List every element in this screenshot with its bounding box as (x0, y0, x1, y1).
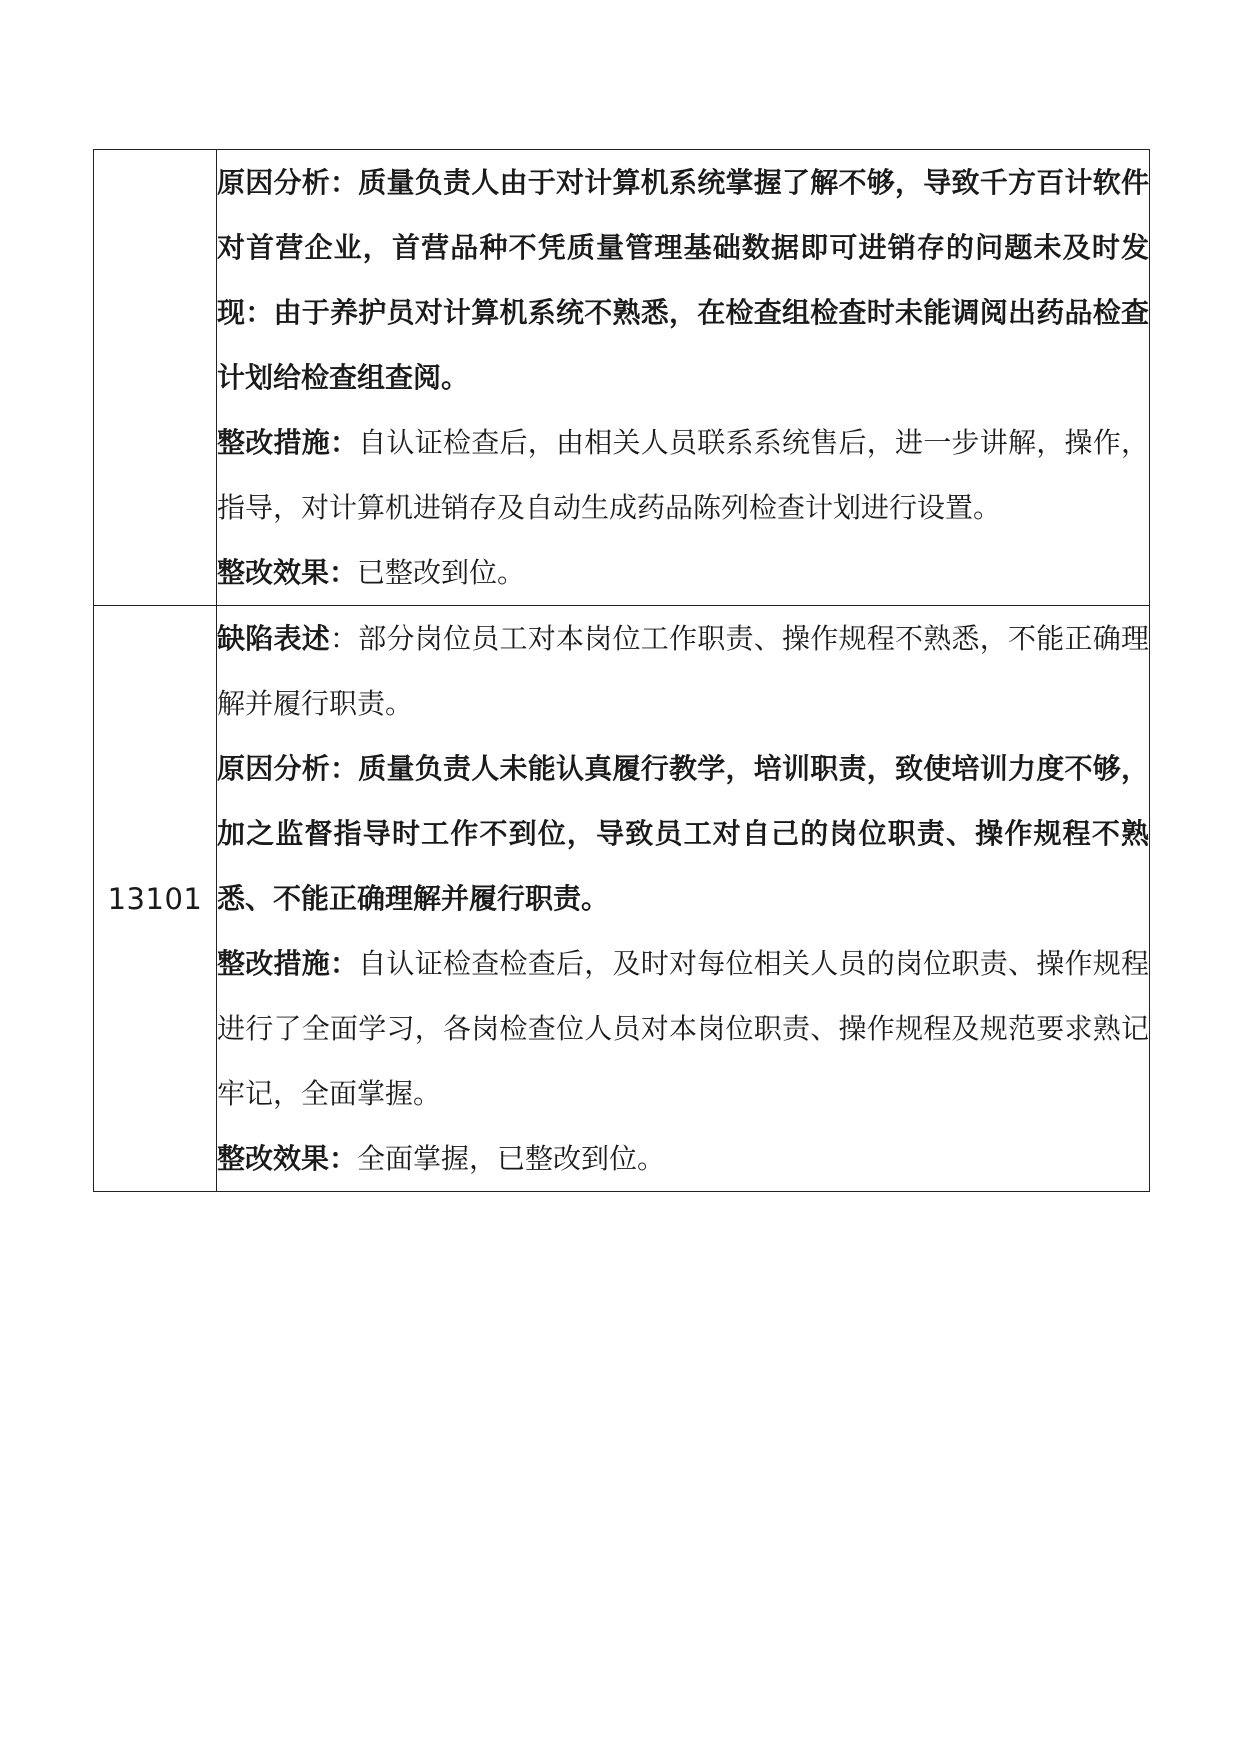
cause-text: 质量负责人由于对计算机系统掌握了解不够，导致千方百计软件对首营企业，首营品种不凭质量管理基础数据即可进销存的问题未及时发现：由于养护员对计算机系统不熟悉，在检查组检查时未能调阅出药品检查计划给检查组查阅。 (217, 166, 1149, 394)
defect-label: 缺陷表述 (217, 622, 330, 655)
cause-analysis (217, 150, 1149, 410)
cause-label: 原因分析： (217, 166, 359, 199)
cause-analysis (217, 736, 1149, 931)
measure-label: 整改措施： (217, 426, 359, 459)
effect-text: 全面掌握，已整改到位。 (357, 1142, 666, 1175)
measure-text: 自认证检查检查后，及时对每位相关人员的岗位职责、操作规程进行了全面学习，各岗检查位人员对本岗位职责、操作规程及规范要求熟记牢记，全面掌握。 (217, 947, 1149, 1110)
measure-text: 自认证检查后，由相关人员联系系统售后，进一步讲解，操作，指导，对计算机进销存及自动生成药品陈列检查计划进行设置。 (217, 426, 1149, 524)
cause-text: 质量负责人未能认真履行教学，培训职责，致使培训力度不够，加之监督指导时工作不到位，导致员工对自己的岗位职责、操作规程不熟悉、不能正确理解并履行职责。 (217, 752, 1149, 915)
table-row (94, 150, 1150, 606)
rectification-table (93, 149, 1150, 1192)
rectification-effect (217, 1126, 1149, 1191)
document-page (93, 149, 1150, 1192)
table-row (94, 606, 1150, 1192)
rectification-effect (217, 540, 1149, 605)
effect-text: 已整改到位。 (357, 556, 526, 589)
item-code: 13101 (107, 881, 203, 916)
content-cell (217, 606, 1150, 1192)
item-code-cell (94, 606, 217, 1192)
effect-label: 整改效果： (217, 556, 358, 589)
cause-label: 原因分析： (217, 752, 359, 785)
rectification-measure (217, 410, 1149, 540)
defect-description (217, 606, 1149, 736)
item-code-cell (94, 150, 217, 606)
defect-text: ：部分岗位员工对本岗位工作职责、操作规程不熟悉，不能正确理解并履行职责。 (217, 622, 1149, 720)
rectification-measure (217, 931, 1149, 1126)
measure-label: 整改措施： (217, 947, 359, 980)
content-cell (217, 150, 1150, 606)
effect-label: 整改效果： (217, 1142, 358, 1175)
